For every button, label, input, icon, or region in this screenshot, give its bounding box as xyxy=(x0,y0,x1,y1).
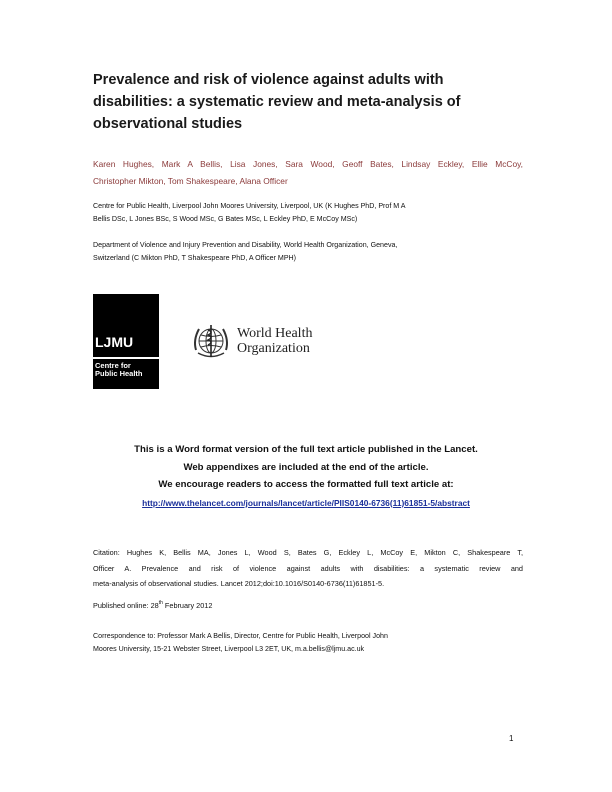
cph-logo-text xyxy=(95,362,143,378)
affiliation-line: Bellis DSc, L Jones BSc, S Wood MSc, G Bates MSc, L Eckley PhD, E McCoy MSc) xyxy=(93,214,358,223)
author-line: Christopher Mikton, Tom Shakespeare, Alana Officer xyxy=(93,176,288,186)
citation-line: Officer A. Prevalence and risk of violence against adults with disabilities: a systematic review and xyxy=(93,563,523,573)
published-suffix: February 2012 xyxy=(162,601,213,610)
author-list xyxy=(93,156,523,190)
article-title xyxy=(93,69,533,135)
affiliation-line: Department of Violence and Injury Prevention and Disability, World Health Organization, Geneva, xyxy=(93,241,398,249)
title-line: observational studies xyxy=(93,116,243,132)
citation-line: meta-analysis of observational studies. Lancet 2012;doi:10.1016/S0140-6736(11)61851-5. xyxy=(93,579,385,588)
page-number: 1 xyxy=(509,734,514,743)
correspondence-line: Moores University, 15-21 Webster Street, Liverpool L3 2ET, UK, m.a.bellis@ljmu.ac.uk xyxy=(93,644,365,653)
affiliation-line: Switzerland (C Mikton PhD, T Shakespeare PhD, A Officer MPH) xyxy=(93,253,297,262)
ljmu-logo-divider xyxy=(93,357,159,359)
published-date xyxy=(93,600,212,610)
notice-line: Web appendixes are included at the end of the article. xyxy=(183,461,429,473)
who-logo-text xyxy=(237,326,312,356)
who-logo-line: World Health xyxy=(237,326,313,341)
cph-logo-line: Public Health xyxy=(95,369,143,378)
full-text-link[interactable]: http://www.thelancet.com/journals/lancet/article/PIIS0140-6736(11)61851-5/abstract xyxy=(142,497,470,508)
title-line: disabilities: a systematic review and meta-analysis of xyxy=(93,94,461,110)
notice-line: This is a Word format version of the full text article published in the Lancet. xyxy=(134,444,478,455)
citation xyxy=(93,545,523,592)
author-line: Karen Hughes, Mark A Bellis, Lisa Jones, Sara Wood, Geoff Bates, Lindsay Eckley, Ellie McCoy, xyxy=(93,159,523,169)
ljmu-logo-mark: LJMU xyxy=(95,334,134,350)
who-emblem-icon xyxy=(190,320,232,362)
cph-logo-line: Centre for xyxy=(95,361,131,370)
affiliation-ljmu xyxy=(93,200,523,225)
affiliation-line: Centre for Public Health, Liverpool John Moores University, Liverpool, UK (K Hughes PhD, Prof M A xyxy=(93,202,406,210)
affiliation-who xyxy=(93,239,523,264)
published-sup: th xyxy=(158,600,163,606)
published-prefix: Published online: 28 xyxy=(93,601,159,610)
correspondence xyxy=(93,630,523,655)
who-logo-line: Organization xyxy=(237,341,310,356)
format-notice xyxy=(60,441,552,513)
ljmu-logo xyxy=(93,294,159,389)
citation-line: Citation: Hughes K, Bellis MA, Jones L, Wood S, Bates G, Eckley L, McCoy E, Mikton C, Shakespeare T, xyxy=(93,548,523,557)
notice-line: We encourage readers to access the formatted full text article at: xyxy=(158,479,454,490)
correspondence-line: Correspondence to: Professor Mark A Bellis, Director, Centre for Public Health, Liverpool John xyxy=(93,632,388,640)
title-line: Prevalence and risk of violence against adults with xyxy=(93,72,444,88)
